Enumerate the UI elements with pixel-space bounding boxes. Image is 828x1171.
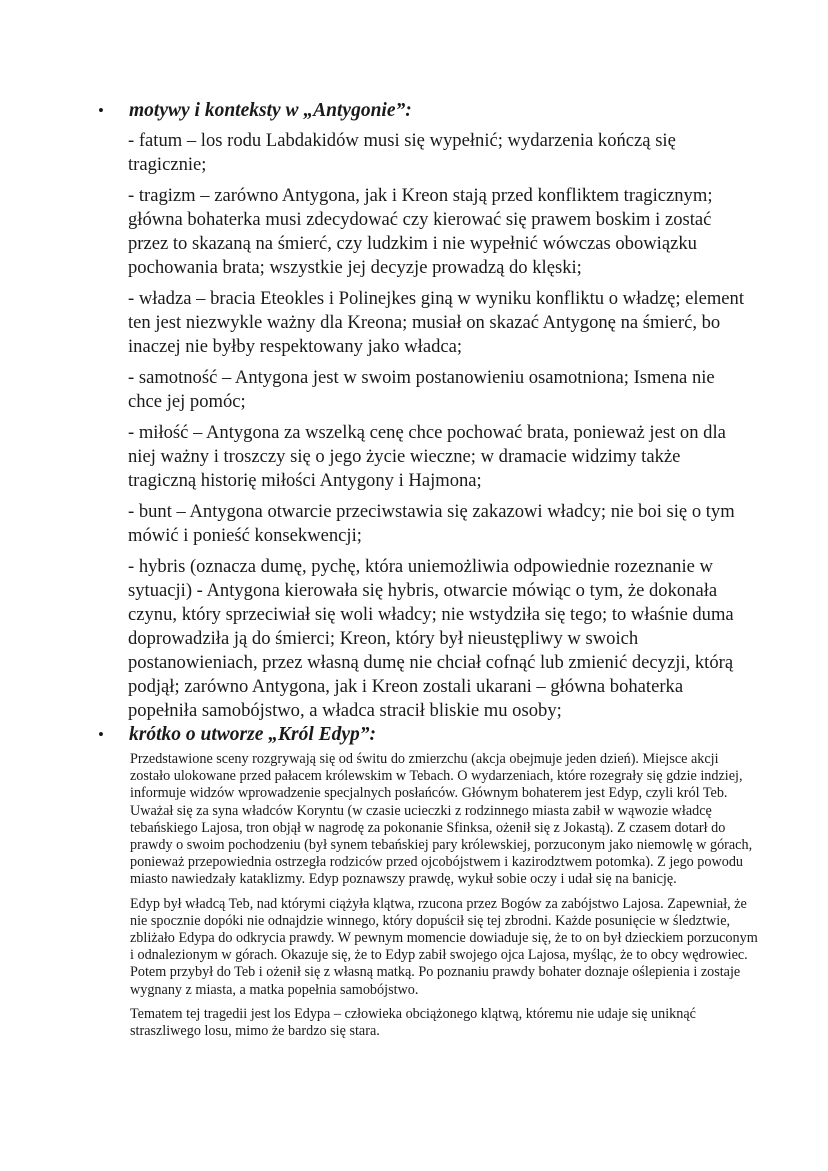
summary-paragraph: Przedstawione sceny rozgrywają się od świtu do zmierzchu (akcja obejmuje jeden dzień). Miejsce akcji zostało ulokowane przed pałacem królewskim w Tebach. O wydarzeniach, które rozegrały się gdzie indziej, informuje widzów wprowadzenie specjalnych posłańców. Głównym bohaterem jest Edyp, czyli król Teb. Uważał się za syna władców Koryntu (w czasie ucieczki z rodzinnego miasta zabił w wąwozie władcę tebańskiego Lajosa, tron objął w nagrodę za pokonanie Sfinksa, ożenił się z Jokastą). Z czasem dotarł do prawdy o swoim pochodzeniu (był synem tebańskiej pary królewskiej, porzuconym jako niemowlę w górach, ponieważ przepowiednia ostrzegła rodziców przed ojcobójstwem i kazirodztwem potomka). Z jego powodu miasto nawiedzały kataklizmy. Edyp poznawszy prawdę, wykuł sobie oczy i udał się na banicję. — [130, 751, 753, 888]
motif-wladza: - władza – bracia Eteokles i Polinejkes giną w wyniku konfliktu o władzę; element ten jest niezwykle ważny dla Kreona; musiał on skazać Antygonę na śmierć, bo inaczej nie byłby respektowany jako władca; — [128, 288, 744, 357]
bullet-icon: • — [98, 101, 104, 120]
heading-text: krótko o utworze „Król Edyp”: — [129, 724, 377, 745]
section-krol-edyp — [96, 723, 756, 1047]
motif-samotnosc: - samotność – Antygona jest w swoim postanowieniu osamotniona; Ismena nie chce jej pomóc; — [128, 367, 715, 412]
motif-tragizm: - tragizm – zarówno Antygona, jak i Kreon stają przed konfliktem tragicznym; główna bohaterka musi zdecydować czy kierować się prawem boskim i zostać przez to skazaną na śmierć, czy ludzkim i nie wypełnić wówczas obowiązku pochowania brata; wszystkie jej decyzje prowadzą do klęski; — [128, 185, 713, 278]
summary-paragraph: Edyp był władcą Teb, nad którymi ciążyła klątwa, rzucona przez Bogów za zabójstwo Lajosa. Zapewniał, że nie spocznie dopóki nie odnajdzie winnego, który dopuścił się tej zbrodni. Każde posunięcie w śledztwie, zbliżało Edypa do odkrycia prawdy. W pewnym momencie dowiaduje się, że to on był dzieckiem porzuconym i odnalezionym w górach. Okazuje się, że to Edyp zabił swojego ojca Lajosa, myśląc, że to obcy wędrowiec. Potem przybył do Teb i ożenił się z własną matką. Po poznaniu prawdy bohater doznaje oślepienia i zostaje wygnany z miasta, a matka popełnia samobójstwo. — [130, 895, 758, 998]
bullet-icon: • — [98, 725, 104, 744]
motif-bunt: - bunt – Antygona otwarcie przeciwstawia się zakazowi władcy; nie boi się o tym mówić i ponieść konsekwencji; — [128, 501, 735, 546]
section-antygona-motifs — [96, 99, 756, 730]
motif-hybris: - hybris (oznacza dumę, pychę, która uniemożliwia odpowiednie rozeznanie w sytuacji) - Antygona kierowała się hybris, otwarcie mówiąc o tym, że dokonała czynu, który sprzeciwiał się woli władcy; nie wstydziła się tego; to właśnie duma doprowadziła ją do śmierci; Kreon, który był nieustępliwy w swoich postanowieniach, przez własną dumę nie chciał cofnąć lub zmienić decyzji, którą podjął; zarówno Antygona, jak i Kreon zostali ukarani – główna bohaterka popełniła samobójstwo, a władca stracił bliskie mu osoby; — [128, 556, 734, 721]
heading-text: motywy i konteksty w „Antygonie”: — [129, 100, 412, 121]
section-heading — [96, 723, 756, 747]
summary-paragraph: Tematem tej tragedii jest los Edypa – człowieka obciążonego klątwą, któremu nie udaje się uniknąć straszliwego losu, mimo że bardzo się stara. — [130, 1005, 696, 1040]
motif-fatum: - fatum – los rodu Labdakidów musi się wypełnić; wydarzenia kończą się tragicznie; — [128, 130, 676, 175]
section-heading — [96, 99, 756, 123]
motif-milosc: - miłość – Antygona za wszelką cenę chce pochować brata, ponieważ jest on dla niej ważny i troszczy się o jego życie wieczne; w dramacie widzimy także tragiczną historię miłości Antygony i Hajmona; — [128, 422, 726, 491]
